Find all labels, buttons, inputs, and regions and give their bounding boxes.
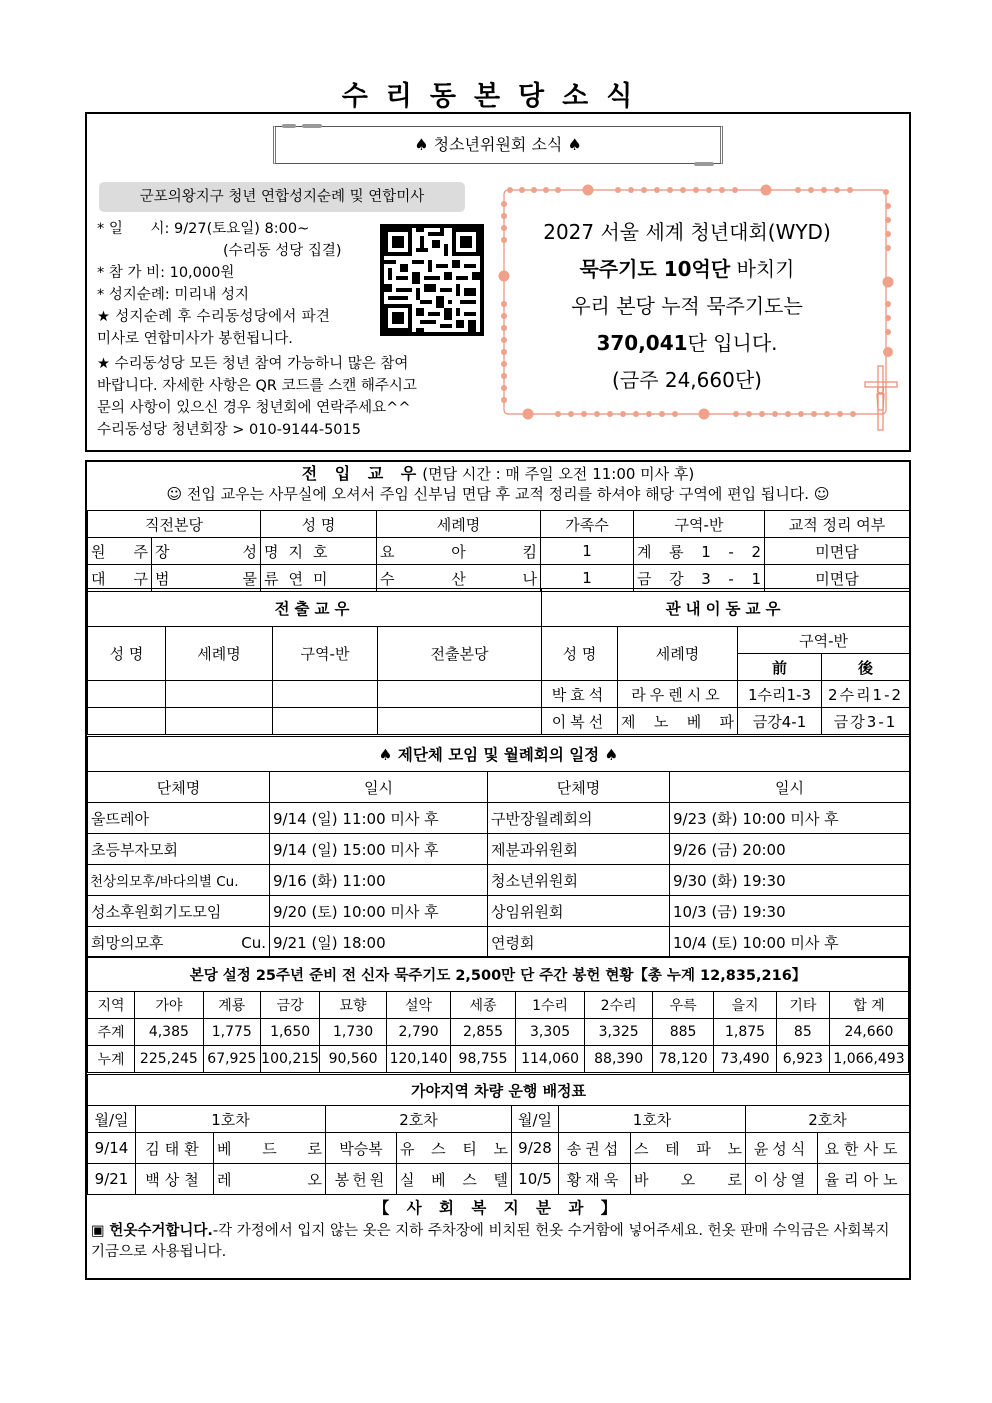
table-row: 박효석 라우렌시오 1수리1-3 2수리1-2 (88, 681, 910, 708)
table-row: 누계 225,245 67,925 100,215 90,560 120,140 98,755 114,060 88,390 78,120 73,490 6,923 1,066,493 (88, 1046, 909, 1073)
schedule-title: ♠ 제단체 모임 및 월례회의 일정 ♠ (88, 737, 910, 772)
table-row: 울뜨레아 9/14 (일) 11:00 미사 후 구반장월례회의 9/23 (화) 10:00 미사 후 (88, 803, 910, 834)
rosary-stats-title: 본당 설정 25주년 준비 전 신자 묵주기도 2,500만 단 주간 봉헌 현황【총 누계 12,835,216】 (88, 957, 909, 992)
col-status: 교적 정리 여부 (765, 511, 910, 538)
rosary-line-5: (금주 24,660단) (612, 368, 762, 392)
page-title: 수리동본당소식 (341, 81, 651, 112)
col-prev-parish: 직전본당 (88, 511, 261, 538)
event-notice-line-3: 문의 사항이 있으신 경우 청년회에 연락주세요^^ (97, 400, 411, 416)
rosary-line-2: 묵주기도 10억단 바치기 (579, 257, 795, 281)
internal-move-title: 관내이동교우 (542, 589, 910, 627)
event-gathering-line: (수리동 성당 집결) (223, 243, 342, 259)
table-row: 9/14 김태환 베 드 로 박승복 유 스 티 노 9/28 송권섭 스 테 파 노 윤성식 요한사도 (88, 1133, 910, 1164)
rosary-line-1: 2027 서울 세계 청년대회(WYD) (543, 220, 831, 244)
table-header-row: 지역 가야 계룡 금강 묘향 설악 세종 1수리 2수리 우륵 을지 기타 합 계 (88, 992, 909, 1019)
event-fee-line: * 참 가 비: 10,000원 (97, 265, 235, 281)
vehicle-schedule-table (87, 1074, 910, 1195)
table-row: 성소후원회기도모임 9/20 (토) 10:00 미사 후 상임위원회 10/3 (금) 19:30 (88, 896, 910, 927)
event-date-line: * 일 시: 9/27(토요일) 8:00~ (97, 221, 310, 237)
table-row: 원 주 장 성 명지호 요 아 킴 1 계 룡 1 - 2 미면담 (88, 538, 910, 565)
schedule-table (87, 736, 910, 958)
table-row: 대 구 범 물 류연미 수 산 나 1 금 강 3 - 1 미면담 (88, 565, 910, 592)
table-row: 천상의모후/바다의별 Cu. 9/16 (화) 11:00 청소년위원회 9/30 (화) 19:30 (88, 865, 910, 896)
transfer-in-table (87, 510, 910, 592)
welfare-notice-heading: 헌옷수거합니다. (109, 1223, 213, 1239)
event-pilgrimage-line: * 성지순례: 미리내 성지 (97, 287, 250, 303)
transfer-out-and-move-table: 전출교우 관내이동교우 성 명 세례명 구역-반 전출본당 성 명 세례명 구역-반 前 後 박효석 라우렌시오 1수리1-3 2수리1-2 이복선 제 노 베 파 금강4-1 금강3-1 (87, 588, 910, 735)
rosary-line-4: 370,041단 입니다. (596, 331, 778, 355)
transfer-in-header (87, 464, 909, 504)
youth-section-title: ♠ 청소년위원회 소식 ♠ (273, 126, 723, 164)
rosary-line-3: 우리 본당 누적 묵주기도는 (571, 294, 803, 318)
event-heading: 군포의왕지구 청년 연합성지순례 및 연합미사 (99, 182, 465, 212)
event-mass-line-2: 미사로 연합미사가 봉헌됩니다. (97, 331, 293, 347)
welfare-title: 【 사 회 복 지 분 과 】 (373, 1199, 623, 1217)
welfare-notice-text: -각 가정에서 입지 않는 옷은 지하 주차장에 비치된 헌옷 수거함에 넣어주세요. 헌옷 판매 수익금은 사회복지 기금으로 사용됩니다. (91, 1223, 890, 1260)
col-family: 가족수 (541, 511, 634, 538)
social-welfare-section (87, 1195, 909, 1263)
transfer-in-notice: ☺ 전입 교우는 사무실에 오셔서 주임 신부님 면담 후 교적 정리를 하셔야 해당 구역에 편입 됩니다. ☺ (166, 485, 830, 503)
col-name: 성 명 (261, 511, 377, 538)
table-header-row: 단체명 일시 단체명 일시 (88, 772, 910, 803)
table-row: 9/21 백상철 레 오 봉헌원 실 베 스 텔 10/5 황재욱 바 오 로 이상열 율리아노 (88, 1164, 910, 1195)
rosary-campaign-text (507, 214, 867, 399)
youth-committee-section (85, 112, 911, 452)
event-mass-line: ★ 성지순례 후 수리동성당에서 파견 (97, 309, 331, 325)
table-row: 주계 4,385 1,775 1,650 1,730 2,790 2,855 3,305 3,325 885 1,875 85 24,660 (88, 1019, 909, 1046)
parish-news-section (85, 460, 911, 1280)
table-header-row (88, 511, 910, 538)
table-header-row: 월/일 1호차 2호차 월/일 1호차 2호차 (88, 1106, 910, 1133)
welfare-notice (87, 1221, 909, 1263)
table-row: 초등부자모회 9/14 (일) 15:00 미사 후 제분과위원회 9/26 (금) 20:00 (88, 834, 910, 865)
square-bullet-icon: ▣ (91, 1223, 105, 1239)
col-baptismal: 세례명 (377, 511, 541, 538)
event-notice-line: ★ 수리동성당 모든 청년 참여 가능하니 많은 참여 (97, 356, 409, 372)
table-row: 희망의모후 Cu. 9/21 (일) 18:00 연령회 10/4 (토) 10:00 미사 후 (88, 927, 910, 958)
crucifix-icon (863, 364, 899, 434)
contact-line: 수리동성당 청년회장 > 010-9144-5015 (97, 422, 361, 438)
transfer-in-subtitle: (면담 시간 : 매 주일 오전 11:00 미사 후) (422, 465, 695, 483)
vehicle-title: 가야지역 차량 운행 배정표 (88, 1075, 910, 1106)
table-row: 이복선 제 노 베 파 금강4-1 금강3-1 (88, 708, 910, 735)
transfer-out-title: 전출교우 (88, 589, 542, 627)
qr-code-icon[interactable] (380, 224, 484, 336)
transfer-in-title: 전 입 교 우 (301, 464, 423, 483)
event-notice-line-2: 바랍니다. 자세한 사항은 QR 코드를 스캔 해주시고 (97, 378, 417, 394)
rosary-stats-table (87, 956, 909, 1073)
col-district: 구역-반 (634, 511, 765, 538)
